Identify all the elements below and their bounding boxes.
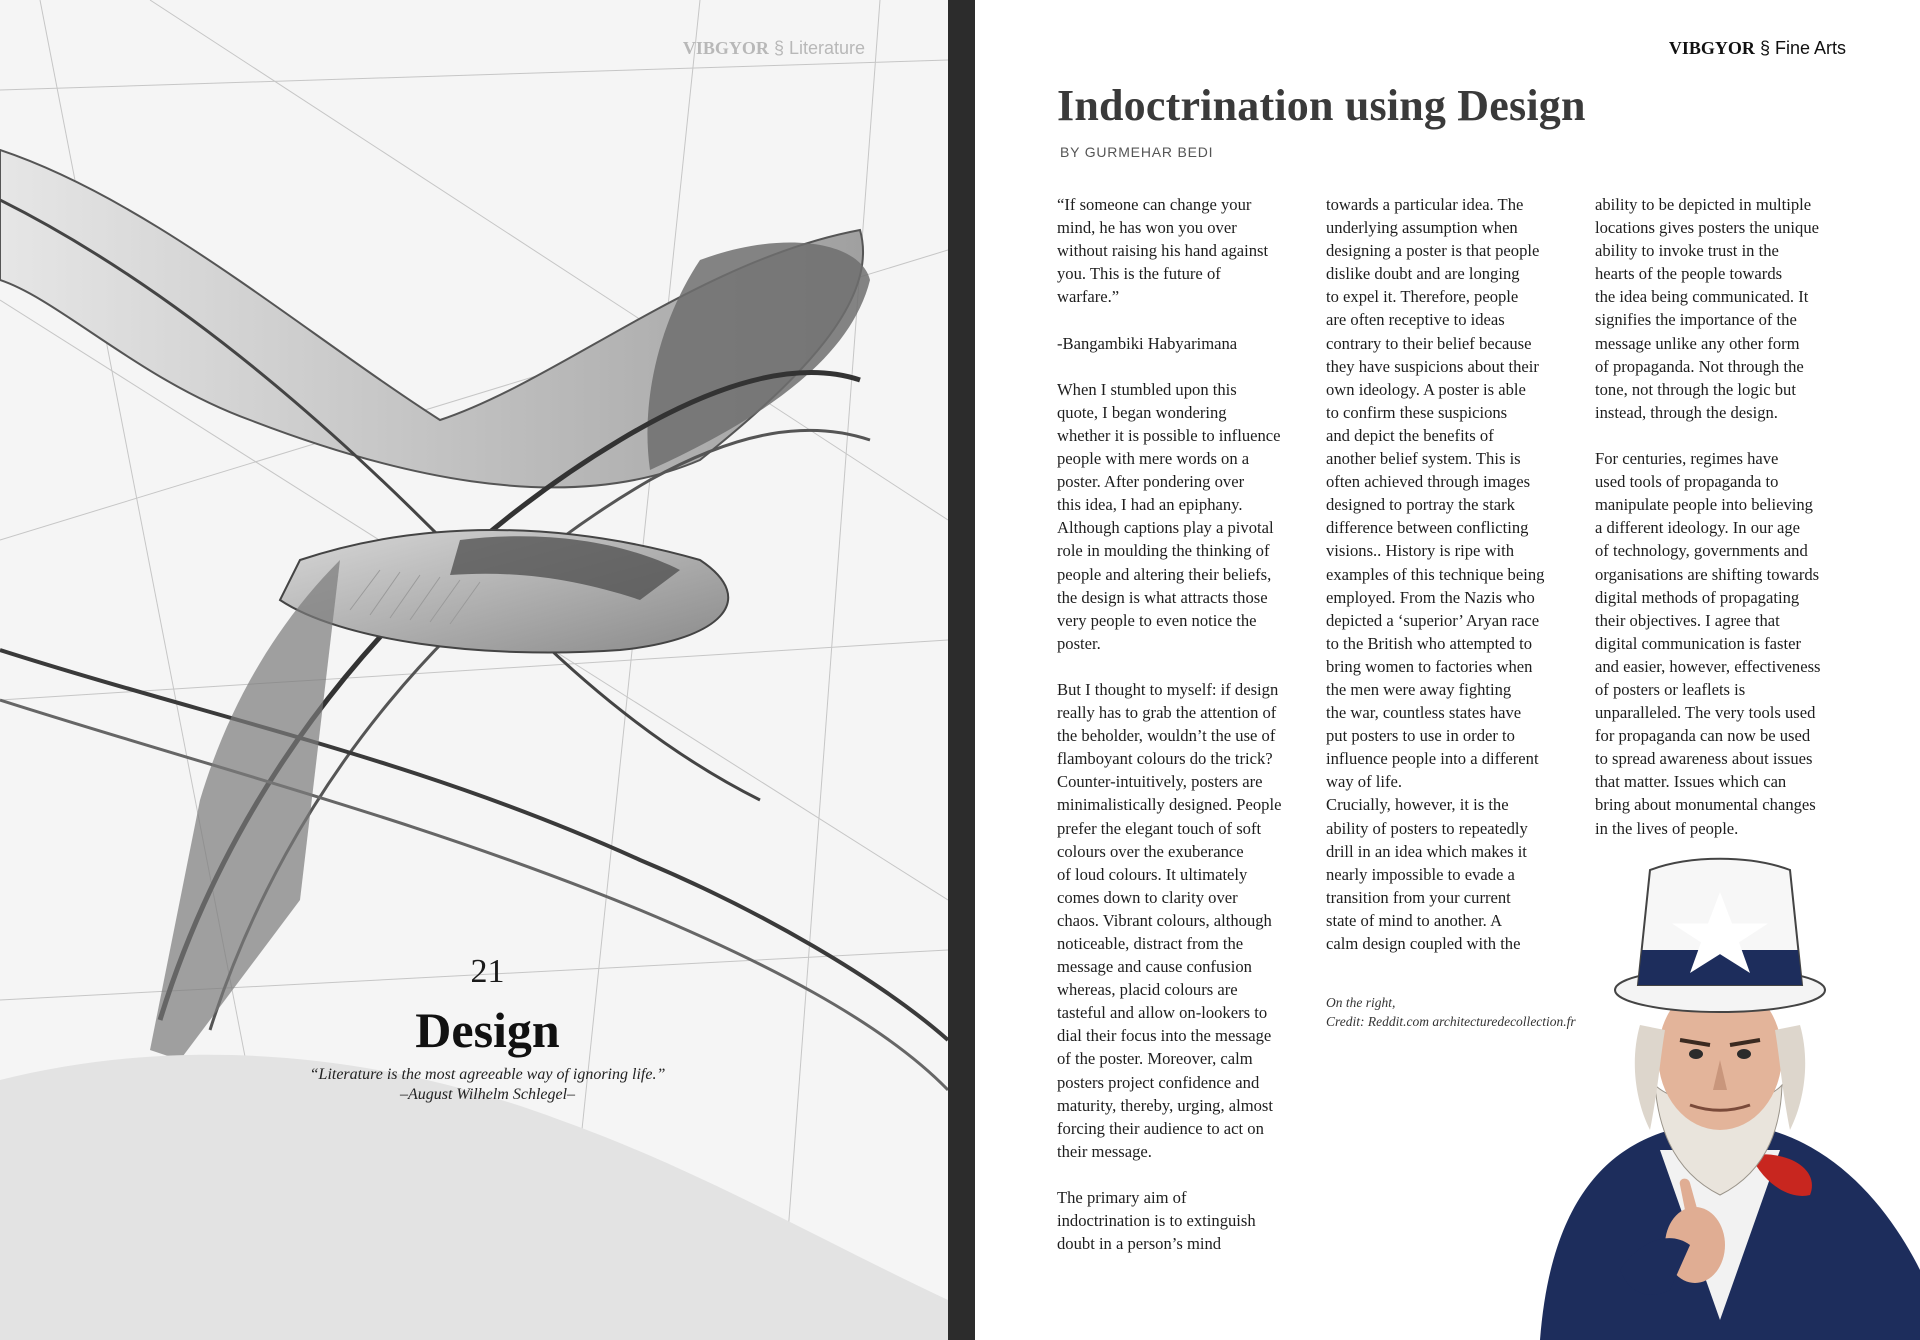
chapter-number: 21	[470, 953, 505, 990]
chapter-block	[300, 955, 675, 1105]
right-page	[975, 0, 1920, 1340]
paragraph: For centuries, regimes have used tools of propaganda to manipulate people into believing a different ideology. In our age of technology, governments and organisations are shifting towards digital methods of propagating their objectives. I agree that digital communication is faster and easier, however, effectiveness of posters or leaflets is unparalleled. The very tools used for propaganda can now be used to spread awareness about issues that matter. Issues which can bring about monumental changes in the lives of people.	[1595, 449, 1821, 838]
paragraph: ability to be depicted in multiple locations gives posters the unique ability to invoke trust in the hearts of the people towards the idea being communicated. It signifies the importance of the message unlike any other form of propaganda. Not through the tone, not through the logic but instead, through the design.	[1595, 195, 1819, 422]
right-page-header	[1669, 38, 1846, 59]
paragraph: Crucially, however, it is the ability of posters to repeatedly drill in an idea which makes it nearly impossible to evade a transition from your current state of mind to another. A calm design coupled with the	[1326, 795, 1528, 953]
article-title: Indoctrination using Design	[1057, 81, 1586, 130]
paragraph: But I thought to myself: if design really has to grab the attention of the beholder, wouldn’t the use of flamboyant colours do the trick? Counter-intuitively, posters are minimalistically designed. People prefer the elegant touch of soft colours over the exuberance of loud colours. It ultimately comes down to clarity over chaos. Vibrant colours, although noticeable, distract from the message and cause confusion whereas, placid colours are tasteful and allow on-lookers to dial their focus into the message of the poster. Moreover, calm posters project confidence and maturity, thereby, urging, almost forcing their audience to act on their message.	[1057, 679, 1282, 1161]
uncle-sam-illustration	[1520, 850, 1920, 1340]
page-gutter	[948, 0, 975, 1340]
section-name: § Literature	[773, 38, 865, 58]
byline: BY GURMEHAR BEDI	[1060, 144, 1214, 160]
article-column-3	[1595, 193, 1857, 863]
image-caption: On the right, Credit: Reddit.com architecturedecollection.fr	[1326, 995, 1576, 1029]
paragraph: “If someone can change your mind, he has won you over without raising his hand against you. This is the future of warfare.”	[1057, 195, 1269, 307]
left-page-header	[683, 38, 865, 59]
quote-text: “Literature is the most agreeable way of ignoring life.”	[309, 1066, 666, 1083]
quote-author: –August Wilhelm Schlegel–	[399, 1086, 576, 1103]
chapter-quote	[300, 1065, 675, 1105]
chapter-title: Design	[415, 1002, 560, 1058]
paragraph: When I stumbled upon this quote, I began wondering whether it is possible to influence people with mere words on a poster. After pondering over this idea, I had an epiphany. Although captions play a pivotal role in moulding the thinking of people and altering their beliefs, the design is what attracts those very people to even notice the poster.	[1057, 379, 1281, 653]
left-page	[0, 0, 948, 1340]
section-name: § Fine Arts	[1759, 38, 1846, 58]
paragraph: The primary aim of indoctrination is to extinguish doubt in a person’s mind	[1057, 1188, 1256, 1254]
architectural-sketch-image	[0, 0, 948, 1340]
paragraph: towards a particular idea. The underlying assumption when designing a poster is that people dislike doubt and are longing to expel it. Therefore, people are often receptive to ideas contrary to their belief because they have suspicions about their own ideology. A poster is able to confirm these suspicions and depict the benefits of another belief system. This is often achieved through images designed to portray the stark difference between conflicting visions.. History is ripe with examples of this technique being employed. From the Nazis who depicted a ‘superior’ Aryan race to the British who attempted to bring women to factories when the men were away fighting the war, countless states have put posters to use in order to influence people into a different way of life.	[1326, 195, 1545, 792]
article-column-1	[1057, 193, 1319, 1278]
brand-name: VIBGYOR	[1668, 38, 1755, 58]
paragraph: -Bangambiki Habyarimana	[1057, 333, 1238, 353]
brand-name: VIBGYOR	[682, 38, 769, 58]
